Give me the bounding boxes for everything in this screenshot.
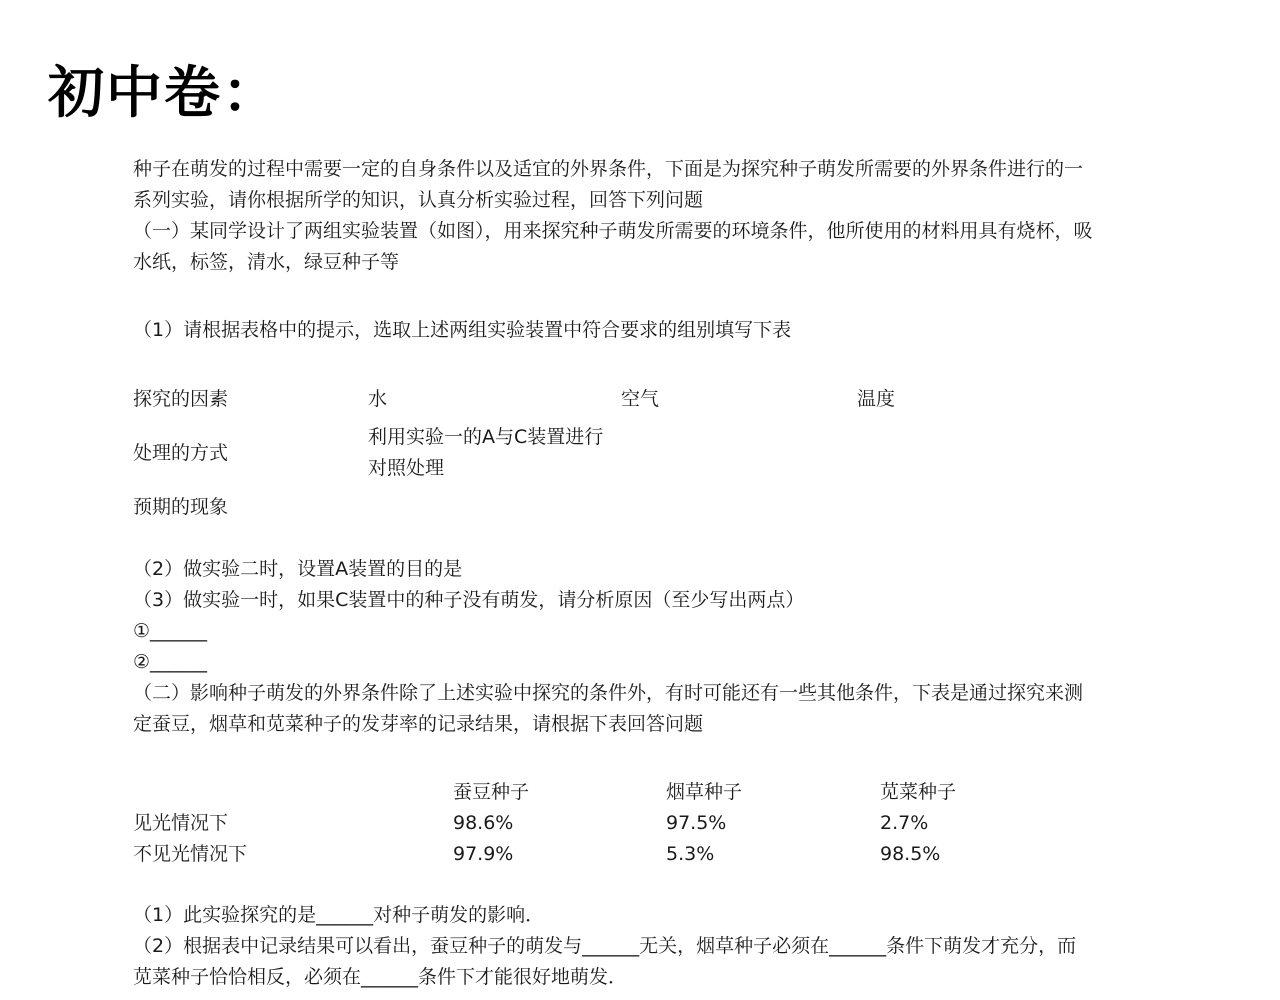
table-header-cell: 空气	[621, 387, 660, 410]
table-header-cell: 探究的因素	[133, 387, 229, 410]
table-header-cell: 烟草种子	[666, 781, 743, 803]
table-cell-text: 利用实验一的A与C装置进行对照处理	[368, 426, 604, 479]
part-two-question-1: （1）此实验探究的是______对种子萌发的影响．	[133, 904, 545, 926]
answer-blank-1: ①______	[133, 620, 208, 642]
table-cell	[621, 422, 857, 484]
question-1: （1）请根据表格中的提示，选取上述两组实验装置中符合要求的组别填写下表	[133, 319, 792, 341]
table-cell	[368, 484, 621, 530]
question-2: （2）做实验二时，设置A装置的目的是	[133, 558, 463, 580]
table-header-cell: 温度	[857, 387, 896, 410]
table-cell: 97.5%	[666, 812, 727, 834]
table-cell: 预期的现象	[133, 495, 229, 518]
table-cell: 处理的方式	[133, 441, 229, 464]
part-one-paragraph: （一）某同学设计了两组实验装置（如图），用来探究种子萌发所需要的环境条件，他所使用的材料用具有烧杯，吸水纸，标签，清水，绿豆种子等	[133, 220, 1093, 273]
table-cell	[857, 484, 1087, 530]
table-row	[133, 376, 1087, 422]
table-row	[133, 777, 1080, 808]
table-cell: 不见光情况下	[133, 843, 248, 865]
page-title: 初中卷：	[48, 61, 280, 126]
table-header-cell	[133, 777, 453, 808]
part-two-paragraph: （二）影响种子萌发的外界条件除了上述实验中探究的条件外，有时可能还有一些其他条件，下表是通过探究来测定蚕豆，烟草和苋菜种子的发芽率的记录结果，请根据下表回答问题	[133, 682, 1084, 735]
table-header-cell: 水	[368, 387, 388, 410]
table-cell	[368, 422, 621, 484]
germination-table	[133, 777, 1080, 870]
table-header-cell: 苋菜种子	[880, 781, 957, 803]
table-row	[133, 422, 1087, 484]
table-row	[133, 808, 1080, 839]
question-body	[133, 154, 1093, 993]
answer-blank-2: ②______	[133, 651, 208, 673]
table-cell: 见光情况下	[133, 812, 229, 834]
table-cell: 98.6%	[453, 812, 514, 834]
table-cell	[857, 422, 1087, 484]
table-row	[133, 839, 1080, 870]
table-cell	[621, 484, 857, 530]
question-3: （3）做实验一时，如果C装置中的种子没有萌发，请分析原因（至少写出两点）	[133, 589, 805, 611]
table-header-cell: 蚕豆种子	[453, 781, 530, 803]
table-row	[133, 484, 1087, 530]
experiment-table	[133, 376, 1087, 530]
table-cell: 97.9%	[453, 843, 514, 865]
intro-paragraph: 种子在萌发的过程中需要一定的自身条件以及适宜的外界条件，下面是为探究种子萌发所需要的外界条件进行的一系列实验，请你根据所学的知识，认真分析实验过程，回答下列问题	[133, 158, 1084, 211]
table-cell: 5.3%	[666, 843, 715, 865]
part-two-question-2: （2）根据表中记录结果可以看出，蚕豆种子的萌发与______无关，烟草种子必须在______条件下萌发才充分，而苋菜种子恰恰相反，必须在______条件下才能很好地萌发．	[133, 935, 1077, 988]
table-cell: 2.7%	[880, 812, 929, 834]
table-cell: 98.5%	[880, 843, 941, 865]
